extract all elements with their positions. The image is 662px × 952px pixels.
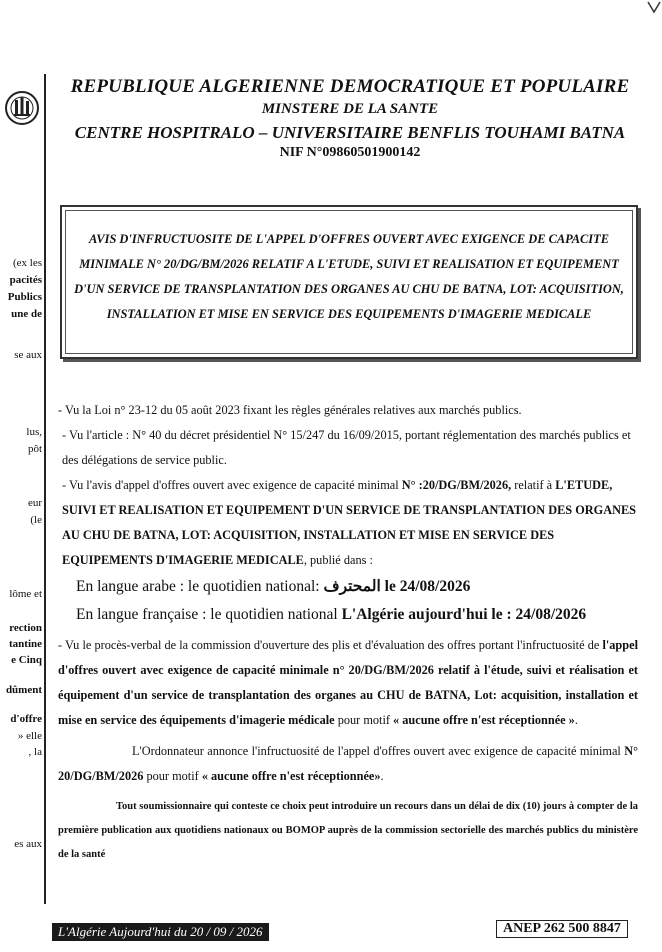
nif-number: NIF N°09860501900142 bbox=[279, 145, 421, 160]
column-divider bbox=[44, 74, 46, 904]
vu-law: - Vu la Loi n° 23-12 du 05 août 2023 fixant les règles générales relatives aux marchés publics. bbox=[58, 403, 522, 417]
anep-reference: ANEP 262 500 8847 bbox=[496, 920, 628, 938]
vu-article: - Vu l'article : N° 40 du décret présidentiel N° 15/247 du 16/09/2015, portant réglementation des marchés publics et des délégations de service public. bbox=[62, 428, 631, 467]
notice-title: AVIS D'INFRUCTUOSITE DE L'APPEL D'OFFRES OUVERT AVEC EXIGENCE DE CAPACITE MINIMALE N° 20/DG/BM/2026 RELATIF A L'ETUDE, SUIVI ET REALISATION ET EQUIPEMENT D'UN SERVICE DE TRANSPLANTATION DES ORGANES AU CHU DE BATNA, LOT: ACQUISITION, INSTALLATION ET MISE EN SERVICE DES EQUIPEMENTS D'IMAGERIE MEDICALE bbox=[74, 232, 624, 321]
ministry-title: MINSTERE DE LA SANTE bbox=[261, 101, 439, 117]
adjacent-text-fragment: Publics bbox=[7, 291, 42, 303]
vu-avis bbox=[58, 473, 638, 573]
notice-title-box bbox=[60, 205, 638, 359]
adjacent-column-fragments bbox=[0, 0, 44, 952]
adjacent-text-fragment: pacités bbox=[9, 274, 42, 286]
adjacent-text-fragment: pôt bbox=[27, 443, 42, 455]
adjacent-text-fragment: lus, bbox=[26, 426, 42, 438]
adjacent-text-fragment: rection bbox=[9, 622, 42, 634]
corner-mark bbox=[646, 0, 662, 14]
newspaper-date-band: L'Algérie Aujourd'hui du 20 / 09 / 2026 bbox=[52, 923, 269, 941]
vu-avis-publie: , publié dans : bbox=[303, 553, 373, 567]
adjacent-text-fragment: une de bbox=[11, 308, 42, 320]
publication-french-label: En langue française : le quotidien national bbox=[76, 606, 342, 623]
hospital-logo bbox=[4, 86, 40, 132]
publication-french bbox=[58, 601, 638, 629]
adjacent-text-fragment: lôme et bbox=[9, 588, 42, 600]
pv-motif: pour motif bbox=[334, 713, 394, 727]
adjacent-text-fragment: es aux bbox=[14, 838, 42, 850]
publication-french-paper: L'Algérie aujourd'hui le : 24/08/2026 bbox=[341, 606, 587, 623]
announce-motif: pour motif bbox=[143, 769, 202, 783]
adjacent-text-fragment: (le bbox=[30, 514, 42, 526]
publication-arabic bbox=[58, 573, 638, 601]
adjacent-text-fragment: tantine bbox=[9, 638, 42, 650]
adjacent-text-fragment: e Cinq bbox=[11, 654, 42, 666]
announce-end: . bbox=[380, 769, 384, 783]
recours-notice: Tout soumissionnaire qui conteste ce choix peut introduire un recours dans un délai de dix (10) jours à compter de la première publication aux quotidiens nationaux ou BOMOP auprès de la commission sectorielle des marchés publics du ministère de la santé bbox=[58, 801, 638, 860]
publication-arabic-label: En langue arabe : le quotidien national: bbox=[76, 578, 324, 595]
adjacent-text-fragment: d'offre bbox=[10, 713, 42, 725]
adjacent-text-fragment: dûment bbox=[5, 684, 42, 696]
pv-end: . bbox=[574, 713, 578, 727]
publication-arabic-paper: المحترف le 24/08/2026 bbox=[323, 578, 471, 595]
adjacent-text-fragment: » elle bbox=[17, 730, 42, 742]
pv-intro: - Vu le procès-verbal de la commission d'ouverture des plis et d'évaluation des offres portant l'infructuosité de bbox=[58, 638, 603, 652]
vu-proces-verbal bbox=[58, 633, 638, 733]
republic-title: REPUBLIQUE ALGERIENNE DEMOCRATIQUE ET POPULAIRE bbox=[70, 76, 630, 97]
vu-avis-intro: - Vu l'avis d'appel d'offres ouvert avec exigence de capacité minimal bbox=[62, 478, 402, 492]
vu-avis-relatif: relatif à bbox=[511, 478, 556, 492]
adjacent-text-fragment: (ex les bbox=[12, 257, 42, 269]
announce-ref: N° 20/DG/BM/2026 bbox=[58, 744, 638, 783]
vu-avis-ref: N° :20/DG/BM/2026, bbox=[401, 478, 512, 492]
hospital-title: CENTRE HOSPITRALO – UNIVERSITAIRE BENFLIS TOUHAMI BATNA bbox=[74, 123, 626, 142]
vu-avis-subject: L'ETUDE, SUIVI ET REALISATION ET EQUIPEMENT D'UN SERVICE DE TRANSPLANTATION DES ORGANES AU CHU DE BATNA, LOT: ACQUISITION, INSTALLATION ET MISE EN SERVICE DES EQUIPEMENTS D'IMAGERIE MEDICALE bbox=[62, 478, 637, 567]
pv-reason: « aucune offre n'est réceptionnée » bbox=[393, 713, 575, 727]
announce-intro: L'Ordonnateur annonce l'infructuosité de l'appel d'offres ouvert avec exigence de capacité minimal bbox=[132, 744, 625, 758]
pv-subject: l'appel d'offres ouvert avec exigence de capacité minimale n° 20/DG/BM/2026 relatif à l'étude, suivi et réalisation et équipement d'un service de transplantation des organes au CHU de BATNA, Lot: acquisition, installation et mise en service des équipements d'imagerie médicale bbox=[58, 638, 638, 727]
notice-body bbox=[58, 398, 638, 867]
letterhead bbox=[50, 76, 650, 161]
adjacent-text-fragment: eur bbox=[27, 497, 42, 509]
adjacent-text-fragment: se aux bbox=[14, 349, 42, 361]
announce-reason: « aucune offre n'est réceptionnée» bbox=[201, 769, 381, 783]
adjacent-text-fragment: , la bbox=[28, 746, 42, 758]
ordonnateur-announcement bbox=[58, 739, 638, 789]
